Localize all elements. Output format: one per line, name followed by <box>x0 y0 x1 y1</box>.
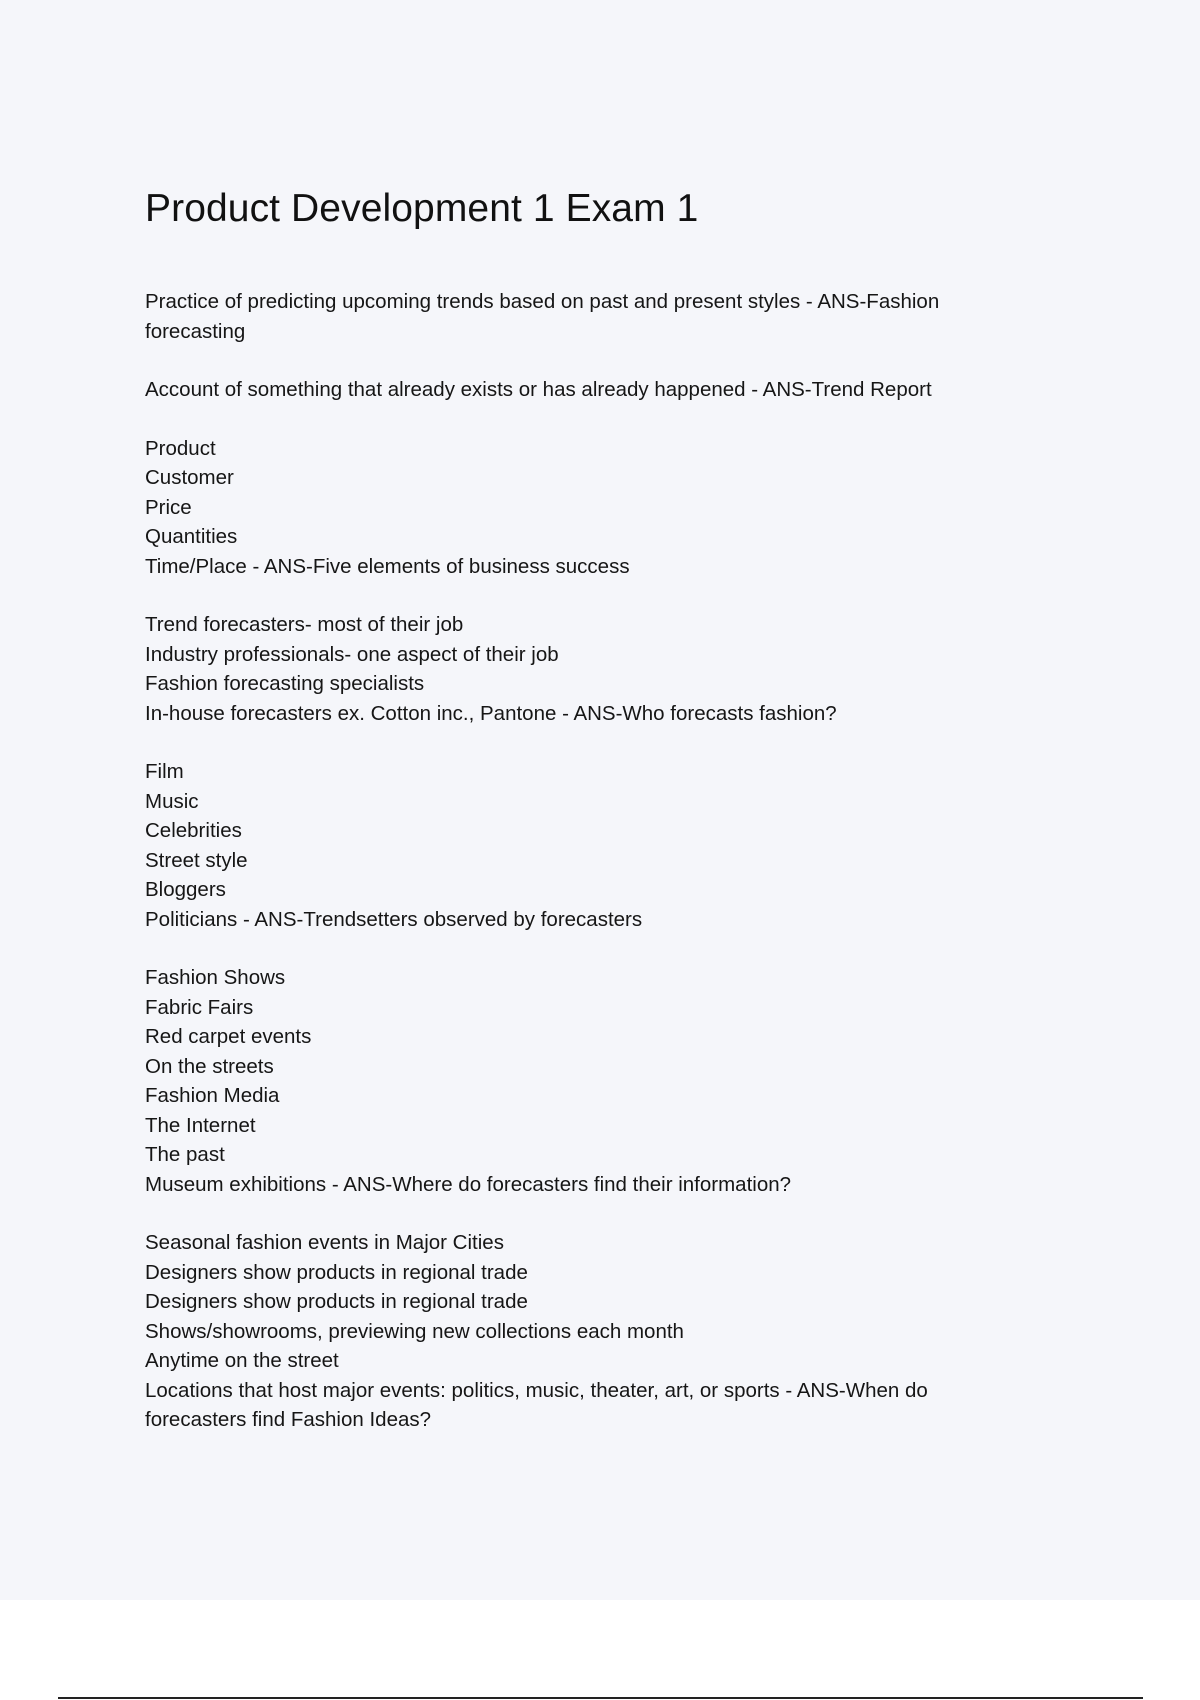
qa-list <box>145 287 1045 1435</box>
document-content <box>145 185 1045 1464</box>
qa-line: Industry professionals- one aspect of their job <box>145 642 559 666</box>
qa-block <box>145 434 1045 582</box>
qa-block <box>145 610 1045 728</box>
qa-line: Street style <box>145 848 248 872</box>
qa-line: Fashion Media <box>145 1084 280 1107</box>
qa-line: The past <box>145 1143 225 1166</box>
qa-line: The Internet <box>145 1113 256 1137</box>
qa-block <box>145 1228 1045 1435</box>
qa-line: Politicians - ANS-Trendsetters observed by forecasters <box>145 907 643 931</box>
qa-block <box>145 963 1045 1199</box>
qa-line: Film <box>145 760 184 783</box>
qa-line: Celebrities <box>145 819 242 842</box>
qa-block <box>145 375 1045 405</box>
qa-line: Trend forecasters- most of their job <box>145 613 464 636</box>
qa-line: Account of something that already exists or has already happened - ANS-Trend Report <box>145 378 932 401</box>
qa-line: Designers show products in regional trade <box>145 1290 528 1313</box>
page-divider <box>58 1697 1143 1699</box>
qa-line: forecasting <box>145 319 246 343</box>
qa-line: Practice of predicting upcoming trends based on past and present styles - ANS-Fashion <box>145 290 940 313</box>
qa-line: On the streets <box>145 1054 274 1078</box>
qa-line: Locations that host major events: politics, music, theater, art, or sports - ANS-When do <box>145 1378 928 1402</box>
qa-line: Bloggers <box>145 878 226 901</box>
qa-line: Quantities <box>145 525 238 548</box>
qa-line: Seasonal fashion events in Major Cities <box>145 1231 504 1254</box>
qa-line: Product <box>145 436 216 460</box>
qa-line: Fashion Shows <box>145 966 286 989</box>
qa-line: forecasters find Fashion Ideas? <box>145 1408 432 1431</box>
qa-line: Anytime on the street <box>145 1349 339 1372</box>
qa-line: Fashion forecasting specialists <box>145 672 425 695</box>
qa-line: Shows/showrooms, previewing new collections each month <box>145 1319 684 1343</box>
qa-line: In-house forecasters ex. Cotton inc., Pantone - ANS-Who forecasts fashion? <box>145 701 837 725</box>
qa-line: Museum exhibitions - ANS-Where do forecasters find their information? <box>145 1172 792 1196</box>
qa-line: Price <box>145 495 192 519</box>
qa-line: Designers show products in regional trade <box>145 1260 528 1284</box>
qa-line: Time/Place - ANS-Five elements of business success <box>145 554 630 578</box>
qa-block <box>145 287 1045 346</box>
qa-line: Music <box>145 789 199 813</box>
qa-line: Red carpet events <box>145 1025 312 1048</box>
document-title: Product Development 1 Exam 1 <box>145 187 699 230</box>
qa-line: Fabric Fairs <box>145 995 254 1019</box>
qa-block <box>145 757 1045 934</box>
qa-line: Customer <box>145 466 234 489</box>
